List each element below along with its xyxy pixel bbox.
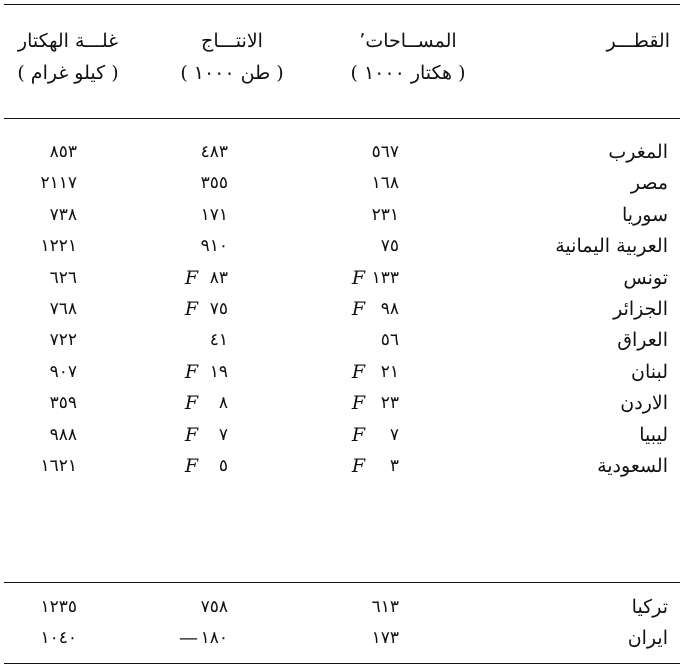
- country-cell: العربية اليمانية: [555, 235, 668, 258]
- yield-cell: ٩٠٧: [49, 361, 77, 382]
- table-row: [0, 231, 684, 261]
- area-flag: F: [351, 298, 365, 320]
- yield-cell: ٧٣٨: [49, 204, 77, 225]
- country-cell: العراق: [617, 329, 668, 352]
- area-flag: F: [351, 455, 365, 477]
- production-cell: ٤٨٣: [200, 142, 228, 162]
- table-row: [0, 451, 684, 481]
- country-cell: تونس: [623, 266, 668, 289]
- area-cell: ٢٣: [380, 393, 399, 414]
- yield-cell: ٢١١٧: [40, 173, 77, 194]
- yield-cell: ١٠٤٠: [40, 628, 77, 649]
- production-cell: ٤١: [209, 330, 228, 351]
- area-cell: ١٦٨: [371, 173, 399, 194]
- country-cell: الاردن: [620, 392, 668, 415]
- production-cell: ٨٣: [209, 267, 228, 288]
- country-cell: تركيا: [631, 596, 668, 618]
- yield-cell: ٣٥٩: [49, 393, 77, 414]
- area-cell: ١٣٣: [371, 267, 399, 288]
- header-country: القطـــر: [606, 30, 670, 52]
- area-flag: F: [351, 266, 365, 289]
- production-cell: ١٩: [209, 361, 228, 382]
- country-cell: المغرب: [608, 141, 668, 163]
- production-flag: —: [179, 627, 198, 650]
- table-row: [0, 420, 684, 450]
- production-cell: ١٨٠: [200, 628, 228, 649]
- table-row: [0, 388, 684, 418]
- yield-cell: ٨٥٣: [49, 142, 77, 162]
- area-flag: F: [351, 360, 365, 383]
- country-cell: ليبيا: [639, 423, 668, 446]
- area-cell: ٥٦: [380, 330, 399, 351]
- header-yield-title: غلـــة الهكتار: [17, 30, 119, 52]
- production-cell: ٥: [218, 456, 228, 476]
- production-flag: F: [184, 423, 198, 446]
- yield-cell: ١٢٢١: [40, 236, 77, 257]
- production-flag: F: [184, 392, 198, 415]
- header-area-title: المســاحات٬: [359, 30, 457, 52]
- header-rule: [4, 118, 680, 119]
- country-cell: ايران: [627, 627, 668, 650]
- area-cell: ٢١: [380, 361, 399, 382]
- production-cell: ١٧١: [200, 204, 228, 225]
- country-cell: سوريا: [622, 203, 668, 226]
- table-row: [0, 357, 684, 387]
- header-production-title: الانتـــاج: [201, 30, 263, 52]
- country-cell: لبنان: [631, 360, 668, 383]
- top-rule: [4, 4, 680, 5]
- production-cell: ٧٥: [209, 299, 228, 319]
- section-rule: [4, 582, 680, 583]
- production-flag: F: [184, 360, 198, 383]
- table-row: [0, 592, 684, 622]
- table-row: [0, 137, 684, 167]
- area-cell: ٦١٣: [371, 597, 399, 617]
- area-cell: ٥٦٧: [371, 142, 399, 162]
- production-cell: ٧: [218, 424, 228, 445]
- area-cell: ٣: [389, 456, 399, 476]
- area-cell: ٧: [389, 424, 399, 445]
- production-cell: ٧٥٨: [200, 597, 228, 617]
- country-cell: مصر: [630, 172, 668, 195]
- production-flag: F: [184, 298, 198, 320]
- production-flag: F: [184, 455, 198, 477]
- area-cell: ٩٨: [380, 299, 399, 319]
- yield-cell: ١٦٢١: [40, 456, 77, 476]
- yield-cell: ٧٦٨: [49, 299, 77, 319]
- production-cell: ٨: [218, 393, 228, 414]
- area-cell: ١٧٣: [371, 628, 399, 649]
- area-cell: ٧٥: [380, 236, 399, 257]
- country-cell: الجزائر: [613, 298, 668, 320]
- yield-cell: ١٢٣٥: [40, 597, 77, 617]
- header-yield-unit: ( كيلو غرام ): [17, 62, 119, 84]
- table-row: [0, 294, 684, 324]
- table-row: [0, 200, 684, 230]
- country-cell: السعودية: [597, 455, 668, 477]
- production-cell: ٣٥٥: [200, 173, 228, 194]
- area-flag: F: [351, 392, 365, 415]
- production-flag: F: [184, 266, 198, 289]
- header-production-unit: ( ۱۰۰۰ طن ): [180, 62, 284, 84]
- area-flag: F: [351, 423, 365, 446]
- yield-cell: ٦٢٦: [49, 267, 77, 288]
- yield-cell: ٩٨٨: [49, 424, 77, 445]
- table-row: [0, 168, 684, 198]
- bottom-rule: [4, 663, 680, 664]
- table-row: [0, 325, 684, 355]
- table-row: [0, 623, 684, 653]
- header-area-unit: ( ۱۰۰۰ هكتار ): [350, 62, 466, 84]
- table-row: [0, 263, 684, 293]
- production-cell: ٩١٠: [200, 236, 228, 257]
- yield-cell: ٧٢٢: [49, 330, 77, 351]
- area-cell: ٢٣١: [371, 204, 399, 225]
